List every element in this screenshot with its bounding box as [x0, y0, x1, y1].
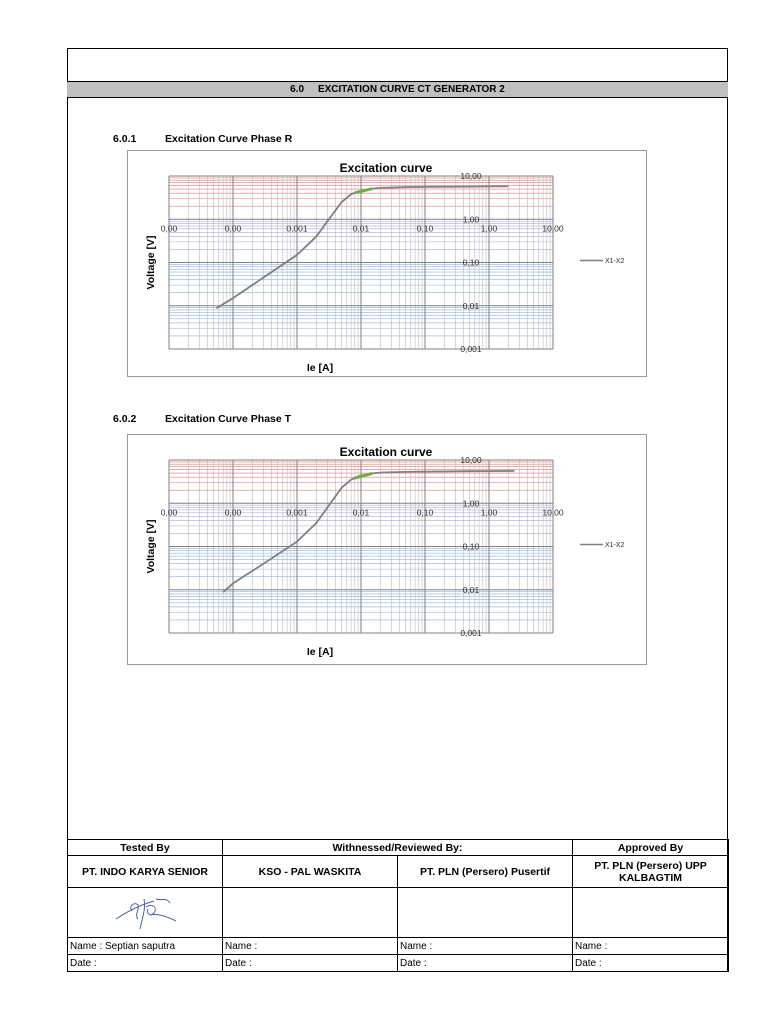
y-tick-label: 0,001	[460, 344, 482, 354]
section-number: 6.0	[290, 84, 305, 95]
y-tick-label: 10,00	[460, 171, 482, 181]
org-approved: PT. PLN (Persero) UPP KALBAGTIM	[573, 856, 729, 888]
org-witness-2: PT. PLN (Persero) Pusertif	[398, 856, 573, 888]
legend-label: X1-X2	[605, 258, 625, 265]
name-field-3: Name :	[398, 938, 573, 955]
approved-by-header: Approved By	[573, 840, 729, 856]
chart-title-t: Excitation Curve Phase T	[165, 413, 292, 425]
signature-cell-4	[573, 888, 729, 938]
x-tick-label: 0,00	[224, 507, 242, 518]
chart-heading-t	[113, 413, 291, 425]
chart-title-r: Excitation Curve Phase R	[165, 133, 293, 145]
x-tick-label: 1,00	[480, 507, 498, 518]
section-header	[67, 81, 728, 98]
x-tick-label: 0,01	[352, 223, 370, 234]
y-tick-label: 0,01	[462, 584, 480, 595]
x-tick-label: 0,00	[160, 223, 178, 234]
x-tick-label: 0,001	[286, 507, 308, 518]
y-tick-label: 1,00	[462, 498, 480, 509]
y-axis-label: Voltage [V]	[145, 519, 157, 574]
x-tick-label: 0,10	[416, 507, 434, 518]
section-title: EXCITATION CURVE CT GENERATOR 2	[317, 84, 505, 95]
x-tick-label: 0,10	[416, 223, 434, 234]
y-tick-label: 0,10	[462, 541, 480, 552]
x-axis-label: Ie [A]	[306, 646, 334, 658]
signature-cell-3	[398, 888, 573, 938]
x-tick-label: 1,00	[480, 223, 498, 234]
chart-svg-t	[128, 435, 646, 664]
chart-heading-r	[113, 133, 292, 145]
tested-by-header: Tested By	[68, 840, 223, 856]
signature-cell-1	[68, 888, 223, 938]
signature-cell-2	[223, 888, 398, 938]
chart-svg-r	[128, 151, 646, 376]
witnessed-header: Withnessed/Reviewed By:	[223, 840, 573, 856]
chart-phase-t	[127, 434, 647, 665]
name-field-1: Name : Septian saputra	[68, 938, 223, 955]
y-tick-label: 0,001	[460, 628, 482, 638]
date-field-4: Date :	[573, 955, 729, 972]
x-tick-label: 0,01	[352, 507, 370, 518]
y-tick-label: 0,01	[462, 300, 480, 311]
date-field-1: Date :	[68, 955, 223, 972]
x-tick-label: 0,001	[286, 223, 308, 234]
x-axis-label: Ie [A]	[306, 362, 334, 374]
x-tick-label: 10,00	[542, 507, 564, 518]
x-tick-label: 10,00	[542, 223, 564, 234]
handwritten-signature	[110, 889, 180, 933]
y-tick-label: 0,10	[462, 257, 480, 268]
chart-phase-r	[127, 150, 647, 377]
x-tick-label: 0,00	[224, 223, 242, 234]
legend-label: X1-X2	[605, 542, 625, 549]
chart-number-r: 6.0.1	[113, 133, 137, 145]
chart-title: Excitation curve	[339, 161, 433, 175]
x-tick-label: 0,00	[160, 507, 178, 518]
name-field-4: Name :	[573, 938, 729, 955]
org-tested: PT. INDO KARYA SENIOR	[68, 856, 223, 888]
chart-number-t: 6.0.2	[113, 413, 137, 425]
date-field-2: Date :	[223, 955, 398, 972]
y-tick-label: 10,00	[460, 455, 482, 465]
y-tick-label: 1,00	[462, 214, 480, 225]
name-field-2: Name :	[223, 938, 398, 955]
org-witness-1: KSO - PAL WASKITA	[223, 856, 398, 888]
signature-table	[67, 839, 729, 972]
chart-title: Excitation curve	[339, 445, 433, 459]
y-axis-label: Voltage [V]	[145, 235, 157, 290]
date-field-3: Date :	[398, 955, 573, 972]
